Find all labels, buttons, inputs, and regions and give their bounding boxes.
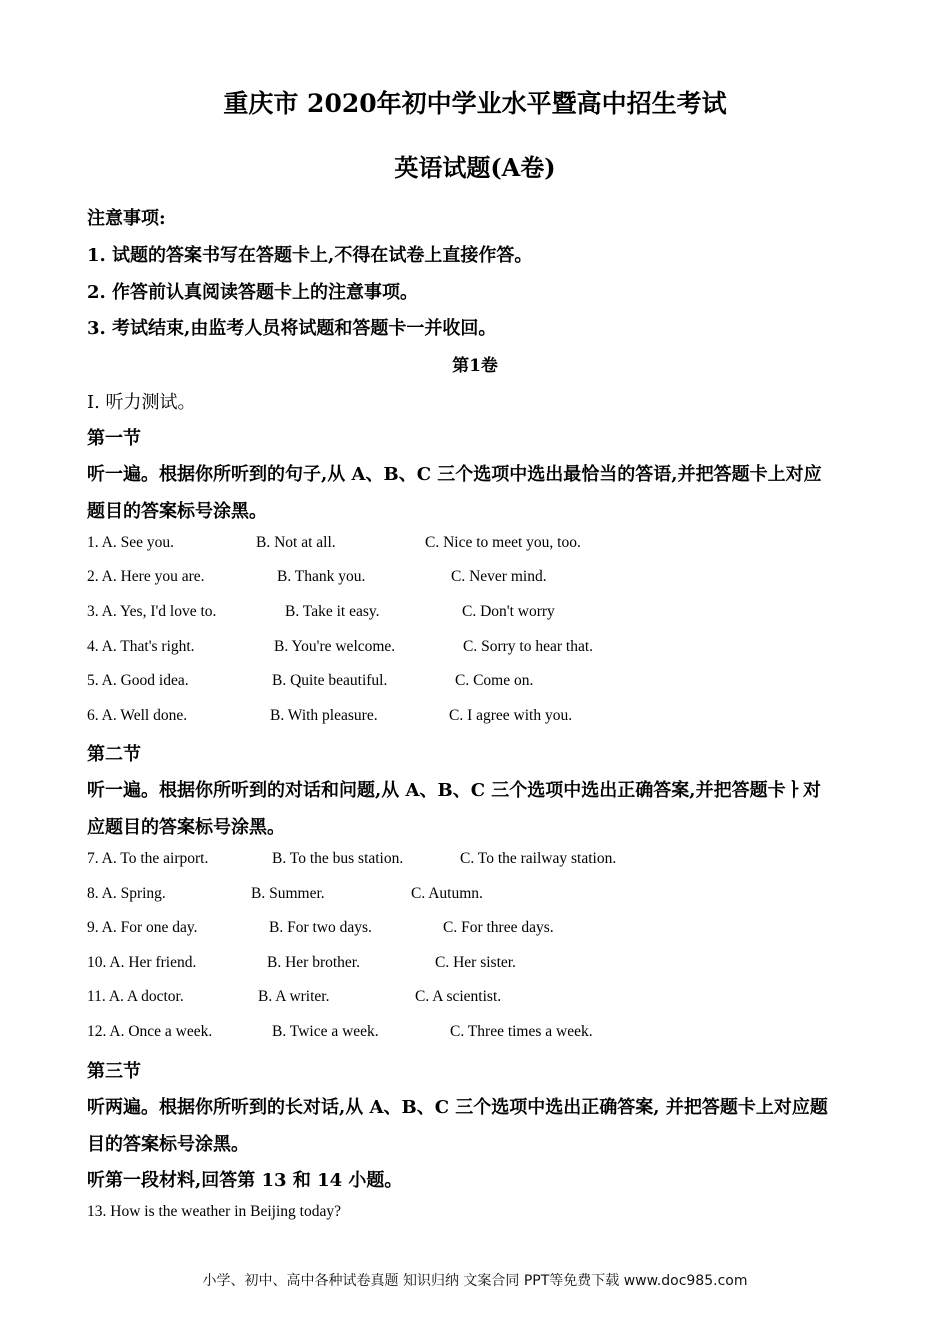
option-c: C. I agree with you. xyxy=(449,707,573,724)
option-a: 11. A. A doctor. xyxy=(87,988,184,1005)
option-b: B. Not at all. xyxy=(256,534,336,551)
section-instruction: 听一遍。根据你所听到的对话和问题,从 A、B、C 三个选项中选出正确答案,并把答题卡ㅏ对 xyxy=(87,780,821,801)
section-instruction: 听两遍。根据你所听到的长对话,从 A、B、C 三个选项中选出正确答案, 并把答题卡上对应题 xyxy=(87,1097,828,1118)
material-instruction: 听第一段材料,回答第 13 和 14 小题。 xyxy=(87,1170,403,1191)
option-c: C. Three times a week. xyxy=(450,1023,593,1040)
section-instruction: 目的答案标号涂黑。 xyxy=(87,1134,249,1155)
option-c: C. Never mind. xyxy=(451,568,547,585)
option-c: C. For three days. xyxy=(443,919,554,936)
section-instruction: 应题目的答案标号涂黑。 xyxy=(87,817,285,838)
option-c: C. Autumn. xyxy=(411,885,483,902)
option-b: B. A writer. xyxy=(258,988,330,1005)
volume-label: 第1卷 xyxy=(452,356,498,376)
option-b: B. Thank you. xyxy=(277,568,366,585)
option-b: B. With pleasure. xyxy=(270,707,378,724)
exam-title: 重庆市 2020年初中学业水平暨高中招生考试 xyxy=(223,89,727,118)
section-title: 第一节 xyxy=(87,428,141,449)
option-c: C. Her sister. xyxy=(435,954,516,971)
option-a: 7. A. To the airport. xyxy=(87,850,209,867)
option-c: C. A scientist. xyxy=(415,988,502,1005)
note-item: 1. 试题的答案书写在答题卡上,不得在试卷上直接作答。 xyxy=(87,245,533,266)
option-a: 3. A. Yes, I'd love to. xyxy=(87,603,217,620)
option-a: 6. A. Well done. xyxy=(87,707,188,724)
option-c: C. To the railway station. xyxy=(460,850,617,867)
option-a: 10. A. Her friend. xyxy=(87,954,197,971)
section-instruction: 题目的答案标号涂黑。 xyxy=(87,501,267,522)
option-b: B. You're welcome. xyxy=(274,638,396,655)
exam-subtitle: 英语试题(A卷) xyxy=(394,153,556,182)
option-c: C. Come on. xyxy=(455,672,534,689)
option-a: 8. A. Spring. xyxy=(87,885,166,902)
option-b: B. Summer. xyxy=(251,885,325,902)
option-c: C. Don't worry xyxy=(462,603,555,620)
option-b: B. Her brother. xyxy=(267,954,360,971)
option-a: 4. A. That's right. xyxy=(87,638,195,655)
option-c: C. Sorry to hear that. xyxy=(463,638,594,655)
note-item: 2. 作答前认真阅读答题卡上的注意事项。 xyxy=(87,282,419,303)
part-heading: I. 听力测试。 xyxy=(87,392,196,413)
option-a: 12. A. Once a week. xyxy=(87,1023,213,1040)
option-c: C. Nice to meet you, too. xyxy=(425,534,581,551)
option-a: 1. A. See you. xyxy=(87,534,174,551)
option-b: B. Take it easy. xyxy=(285,603,380,620)
option-b: B. Twice a week. xyxy=(272,1023,379,1040)
notes-heading: 注意事项: xyxy=(87,208,166,229)
section-title: 第二节 xyxy=(87,744,141,765)
section-title: 第三节 xyxy=(87,1061,141,1082)
note-item: 3. 考试结束,由监考人员将试题和答题卡一并收回。 xyxy=(87,318,497,339)
question-13: 13. How is the weather in Beijing today? xyxy=(87,1203,341,1220)
option-b: B. To the bus station. xyxy=(272,850,404,867)
option-a: 5. A. Good idea. xyxy=(87,672,189,689)
section-instruction: 听一遍。根据你所听到的句子,从 A、B、C 三个选项中选出最恰当的答语,并把答题卡上对应 xyxy=(87,464,822,485)
option-a: 2. A. Here you are. xyxy=(87,568,205,585)
option-b: B. Quite beautiful. xyxy=(272,672,388,689)
option-a: 9. A. For one day. xyxy=(87,919,198,936)
option-b: B. For two days. xyxy=(269,919,372,936)
page-footer: 小学、初中、高中各种试卷真题 知识归纳 文案合同 PPT等免费下载 www.doc985.com xyxy=(202,1273,748,1289)
